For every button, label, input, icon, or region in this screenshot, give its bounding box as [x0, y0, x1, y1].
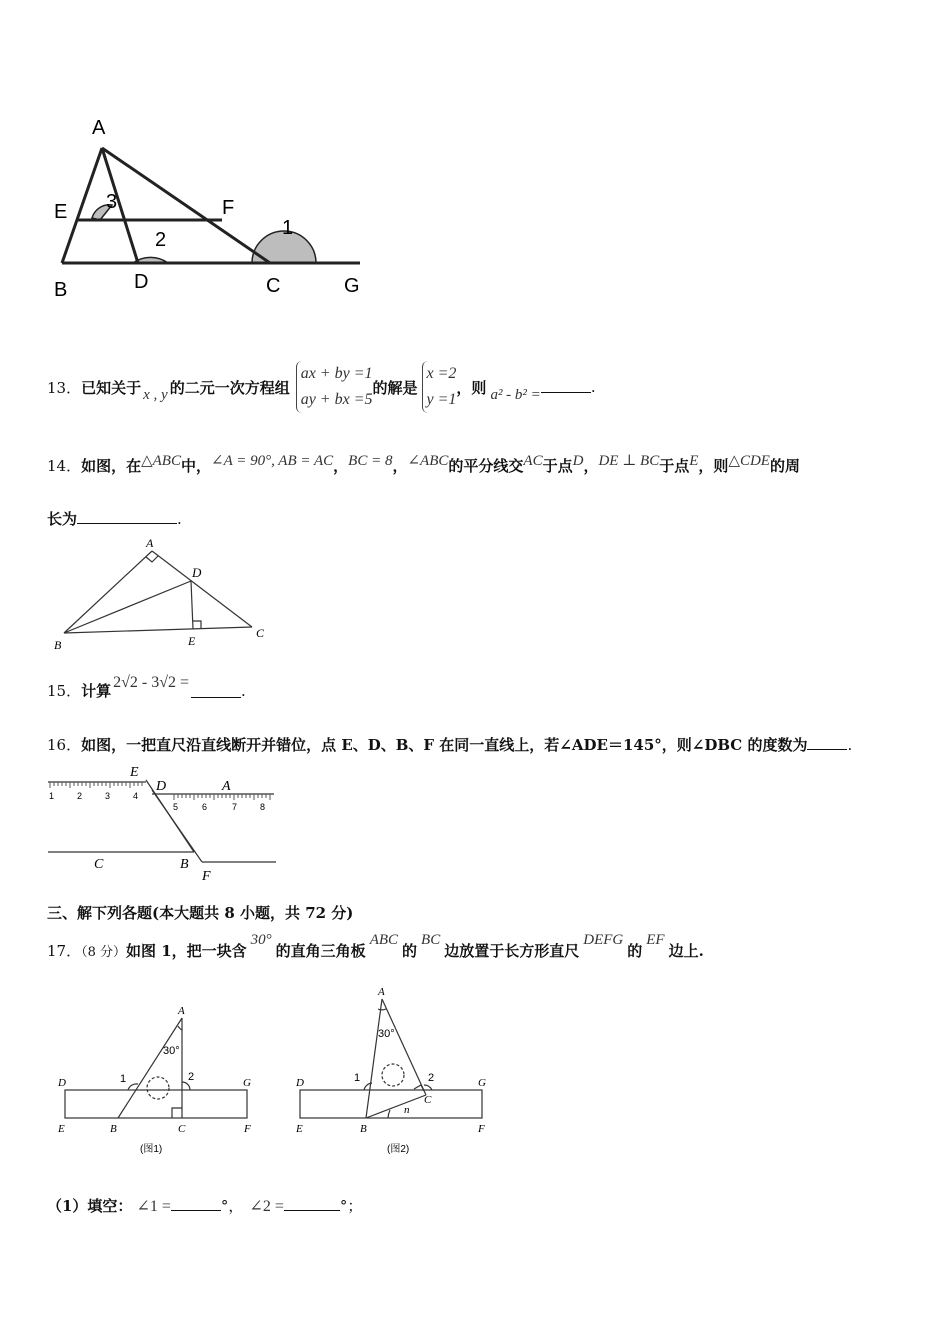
q17-f1-F: F: [244, 1123, 251, 1135]
q13-eq1: ax + by =1: [300, 365, 373, 382]
q16-tick-6: 6: [202, 802, 208, 812]
q13-sol1: x =2: [426, 365, 457, 382]
q14-t10: 的周: [769, 457, 800, 475]
q17-f1-E: E: [58, 1123, 65, 1135]
q17-m2: ABC: [369, 932, 399, 948]
q14-m6: D: [572, 453, 584, 469]
label-C: C: [266, 275, 281, 297]
q14-fig-D: D: [192, 565, 202, 580]
q16-tick-4: 4: [133, 791, 139, 801]
question-14: [47, 455, 800, 478]
q14-fig-E: E: [188, 634, 196, 648]
q17-m1: 30°: [250, 932, 272, 948]
q17-part1-a: ∠1 =: [136, 1198, 171, 1215]
q16-tick-7: 7: [232, 802, 238, 812]
q17-f2-D: D: [296, 1077, 304, 1089]
figure-top-triangle: [40, 100, 380, 310]
q17-f2-caption: (图2): [387, 1144, 410, 1155]
q16-tick-8: 8: [260, 802, 266, 812]
q14-m3: BC = 8: [348, 453, 393, 469]
q13-text3: 的解是: [372, 378, 418, 397]
q17-t2: 的直角三角板: [275, 942, 366, 960]
q17-number: 17．: [47, 942, 82, 960]
figure-q16-ruler: [44, 762, 284, 886]
q17-f2-F: F: [478, 1123, 485, 1135]
q14-t2: 中，: [180, 457, 211, 475]
q15-end: .: [241, 681, 246, 700]
q17-m5: EF: [646, 932, 665, 948]
q17-f2-n: n: [404, 1104, 410, 1116]
q17-f1-n2: 2: [188, 1071, 195, 1083]
section-3-title: 三、解下列各题(本大题共 8 小题，共 72 分): [47, 904, 354, 922]
q13-eq2: ay + bx =5: [300, 391, 373, 408]
q14-m5: AC: [523, 453, 543, 469]
q17-m4: DEFG: [583, 932, 624, 948]
q15-expr: 2√2 - 3√2 =: [113, 673, 190, 691]
q17-part1-blank-2[interactable]: [284, 1196, 340, 1211]
q16-tick-2: 2: [77, 791, 83, 801]
label-E: E: [54, 201, 68, 223]
q17-f1-caption: (图1): [140, 1144, 163, 1155]
q13-system: [296, 361, 373, 413]
q13-expr: a² - b² =: [490, 386, 541, 403]
q17-f2-n1: 1: [354, 1072, 361, 1084]
question-13: [47, 360, 596, 414]
q13-answer-blank[interactable]: [541, 378, 591, 393]
q16-number: 16．: [47, 736, 82, 754]
q17-f1-C: C: [178, 1123, 186, 1135]
label-F: F: [222, 197, 235, 219]
q14-t1: 如图，在: [81, 457, 142, 475]
label-B: B: [54, 279, 68, 301]
q14-t4: ，: [392, 457, 408, 475]
q14-fig-B: B: [54, 638, 62, 652]
q17-t3: 的: [402, 942, 418, 960]
label-A: A: [92, 117, 106, 139]
figure-q17-1: [50, 1000, 265, 1160]
q16-tick-1: 1: [49, 791, 55, 801]
q16-fig-E: E: [130, 765, 139, 780]
q17-f1-n1: 1: [120, 1073, 127, 1085]
q16-tick-5: 5: [173, 802, 179, 812]
q17-t4: 边放置于长方形直尺: [444, 942, 580, 960]
q16-end: .: [847, 736, 853, 754]
q17-t6: 边上.: [668, 942, 704, 960]
q13-sol2: y =1: [426, 391, 457, 408]
q16-fig-B: B: [180, 857, 189, 872]
q14-line2: 长为: [47, 510, 78, 528]
q16-text: 如图，一把直尺沿直线断开并错位，点 E、D、B、F 在同一直线上，若∠ADE＝145°，则∠DBC 的度数为: [81, 736, 808, 754]
q14-m9: △CDE: [728, 453, 770, 469]
question-15: [47, 673, 246, 701]
q16-tick-3: 3: [105, 791, 111, 801]
q17-score: （8 分）: [81, 945, 126, 960]
q17-f2-n2: 2: [428, 1072, 435, 1084]
q14-t9: ，则: [698, 457, 729, 475]
q17-part1: [47, 1195, 362, 1216]
q17-f2-B: B: [360, 1123, 367, 1135]
q17-f1-angle: 30°: [163, 1045, 180, 1057]
q14-t7: ，: [583, 457, 599, 475]
figure-q17-2: [290, 985, 505, 1160]
q17-f1-A: A: [178, 1005, 185, 1017]
label-G: G: [344, 275, 360, 297]
q16-fig-C: C: [94, 857, 104, 872]
q17-f2-angle: 30°: [378, 1028, 395, 1040]
q17-f1-D: D: [58, 1077, 66, 1089]
label-D: D: [134, 271, 149, 293]
q16-fig-D: D: [156, 779, 167, 794]
label-angle-1: 1: [282, 217, 294, 239]
q15-number: 15．: [47, 682, 82, 700]
q17-part1-b: ∠2 =: [249, 1198, 284, 1215]
figure-q14: [48, 535, 278, 655]
question-16: [47, 734, 852, 755]
question-14-line2: [47, 508, 182, 529]
q14-m8: E: [689, 453, 699, 469]
q14-number: 14．: [47, 457, 82, 475]
label-angle-2: 2: [155, 229, 167, 251]
q14-fig-C: C: [256, 626, 265, 640]
q17-t1: 如图 1，把一块含: [126, 942, 247, 960]
q15-text: 计算: [81, 682, 112, 700]
q17-f1-G: G: [243, 1077, 251, 1089]
q13-vars: x , y: [143, 386, 168, 403]
q17-f2-A: A: [378, 986, 385, 998]
q14-end: .: [177, 510, 182, 528]
q13-text4: ，则: [456, 378, 487, 397]
q17-f2-C: C: [424, 1094, 432, 1106]
q14-t6: 于点: [542, 457, 573, 475]
q17-f2-G: G: [478, 1077, 486, 1089]
q14-m1: △ABC: [141, 453, 181, 469]
q14-t8: 于点: [659, 457, 690, 475]
q14-m4: ∠ABC: [407, 453, 449, 469]
q14-answer-blank[interactable]: [77, 509, 177, 524]
q14-fig-A: A: [146, 536, 154, 550]
q17-f2-E: E: [296, 1123, 303, 1135]
label-angle-3: 3: [106, 191, 118, 213]
q17-part1-blank-1[interactable]: [171, 1196, 221, 1211]
question-17: [47, 932, 704, 961]
q17-part1-deg: °，: [220, 1197, 244, 1215]
q13-end: .: [590, 378, 596, 396]
q13-solution: [422, 361, 457, 413]
q17-part1-end: °；: [339, 1197, 363, 1215]
q16-fig-A: A: [222, 779, 231, 794]
q17-part1-label: （1）填空：: [47, 1197, 133, 1215]
q16-answer-blank[interactable]: [807, 735, 847, 750]
q17-m3: BC: [421, 932, 441, 948]
q17-f1-B: B: [110, 1123, 117, 1135]
q15-answer-blank[interactable]: [191, 683, 241, 698]
q14-m7: DE ⊥ BC: [598, 453, 660, 469]
q13-number: 13．: [47, 378, 82, 397]
q14-m2: ∠A = 90°, AB = AC: [211, 453, 334, 469]
q14-t5: 的平分线交: [448, 457, 524, 475]
q17-t5: 的: [627, 942, 643, 960]
q14-t3: ，: [333, 457, 349, 475]
q13-text2: 的二元一次方程组: [169, 378, 290, 397]
q16-fig-F: F: [202, 869, 211, 884]
q13-text1: 已知关于: [81, 378, 142, 397]
